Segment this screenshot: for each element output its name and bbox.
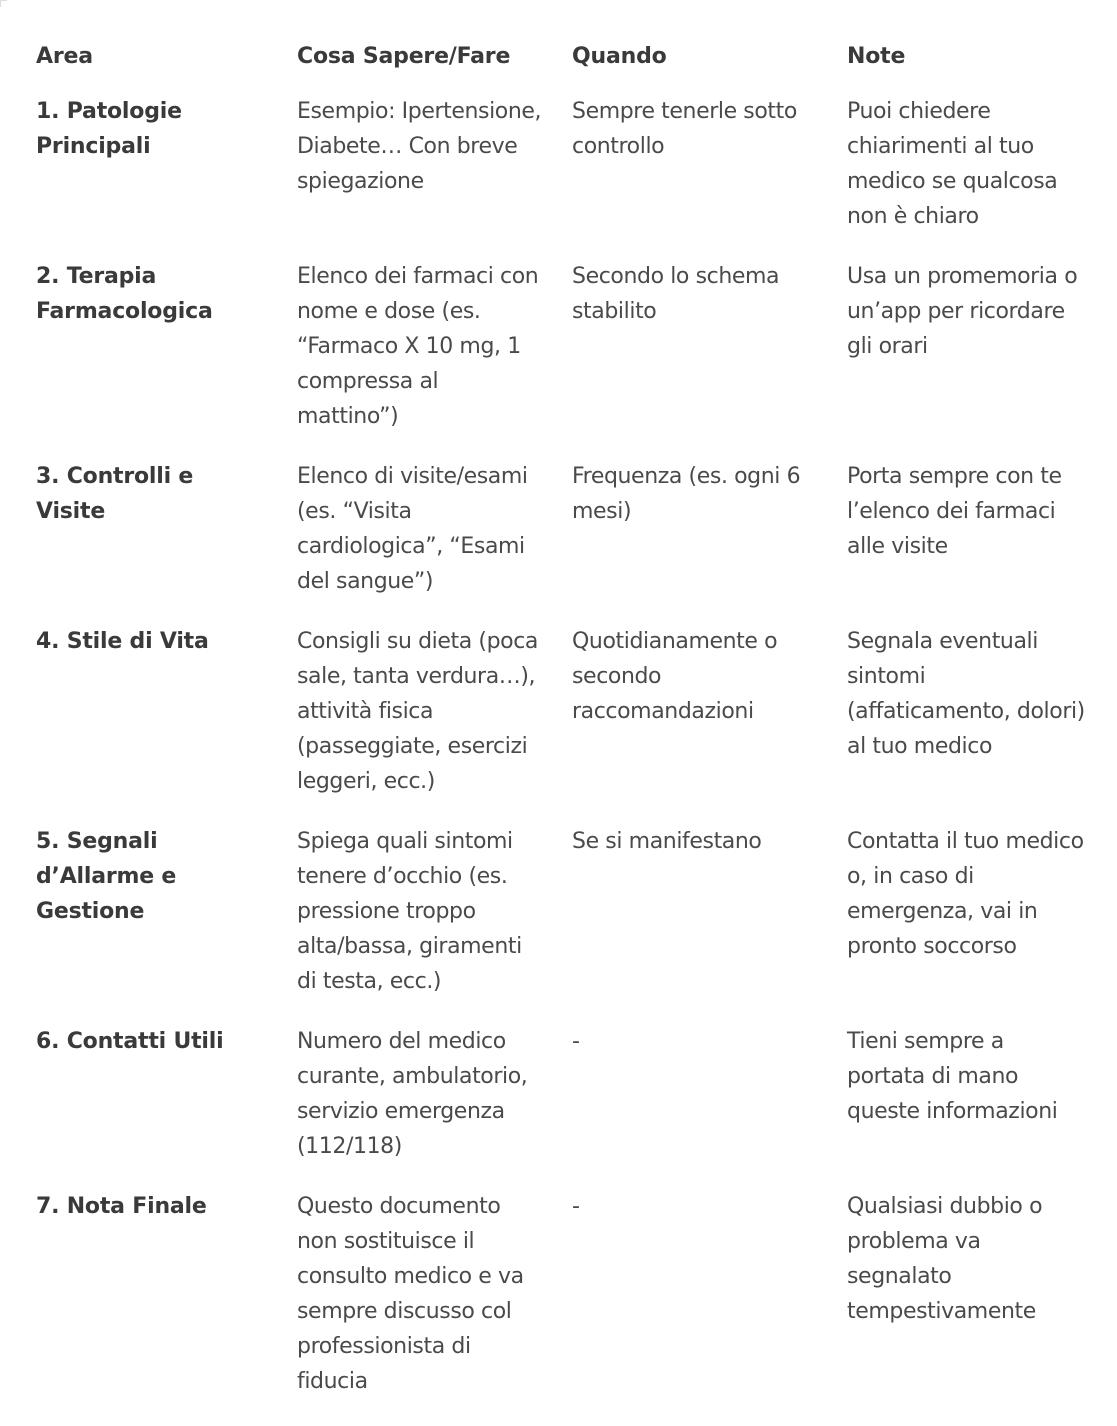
header-note: Note	[847, 44, 906, 69]
cell-cosa: Esempio: Ipertensione, Diabete… Con breve spiegazione	[297, 99, 542, 194]
cell-cosa: Questo documento non sostituisce il consulto medico e va sempre discusso col professionista di fiducia	[297, 1194, 524, 1394]
cell-cosa: Numero del medico curante, ambulatorio, servizio emergenza (112/118)	[297, 1029, 528, 1159]
cell-quando: Frequenza (es. ogni 6 mesi)	[572, 464, 801, 524]
cell-cosa: Spiega quali sintomi tenere d’occhio (es. pressione troppo alta/bassa, giramenti di testa, ecc.)	[297, 829, 522, 994]
cell-quando: Sempre tenerle sotto controllo	[572, 99, 797, 159]
cell-note: Contatta il tuo medico o, in caso di emergenza, vai in pronto soccorso	[847, 829, 1084, 959]
cell-quando: Quotidianamente o secondo raccomandazioni	[572, 629, 778, 724]
cell-area: 1. Patologie Principali	[36, 99, 182, 159]
cell-area: 5. Segnali d’Allarme e Gestione	[36, 829, 177, 924]
table-row	[22, 624, 1102, 824]
cell-area: 6. Contatti Utili	[36, 1029, 224, 1054]
header-area: Area	[36, 44, 93, 69]
care-plan-table	[22, 33, 1102, 1424]
cell-cosa: Elenco dei farmaci con nome e dose (es. “Farmaco X 10 mg, 1 compressa al mattino”)	[297, 264, 539, 429]
cell-quando: -	[572, 1029, 580, 1054]
table-row	[22, 824, 1102, 1024]
cell-area: 3. Controlli e Visite	[36, 464, 194, 524]
table-row	[22, 1024, 1102, 1189]
cell-area: 4. Stile di Vita	[36, 629, 209, 654]
header-row	[22, 33, 1102, 94]
cell-quando: Se si manifestano	[572, 829, 762, 854]
table-header	[22, 33, 1102, 94]
cell-note: Porta sempre con te l’elenco dei farmaci alle visite	[847, 464, 1062, 559]
cell-quando: Secondo lo schema stabilito	[572, 264, 780, 324]
corner-mark	[0, 0, 7, 7]
cell-quando: -	[572, 1194, 580, 1219]
table-row	[22, 94, 1102, 259]
cell-cosa: Elenco di visite/esami (es. “Visita cardiologica”, “Esami del sangue”)	[297, 464, 528, 594]
header-quando: Quando	[572, 44, 667, 69]
header-cosa-sapere-fare: Cosa Sapere/Fare	[297, 44, 511, 69]
cell-area: 2. Terapia Farmacologica	[36, 264, 213, 324]
table-row	[22, 1189, 1102, 1424]
cell-note: Puoi chiedere chiarimenti al tuo medico se qualcosa non è chiaro	[847, 99, 1058, 229]
table-body	[22, 94, 1102, 1424]
table-row	[22, 259, 1102, 459]
cell-note: Segnala eventuali sintomi (affaticamento, dolori) al tuo medico	[847, 629, 1085, 759]
cell-note: Usa un promemoria o un’app per ricordare gli orari	[847, 264, 1078, 359]
cell-note: Qualsiasi dubbio o problema va segnalato tempestivamente	[847, 1194, 1043, 1324]
cell-cosa: Consigli su dieta (poca sale, tanta verdura…), attività fisica (passeggiate, esercizi leggeri, ecc.)	[297, 629, 539, 794]
cell-area: 7. Nota Finale	[36, 1194, 207, 1219]
table-row	[22, 459, 1102, 624]
cell-note: Tieni sempre a portata di mano queste informazioni	[847, 1029, 1058, 1124]
